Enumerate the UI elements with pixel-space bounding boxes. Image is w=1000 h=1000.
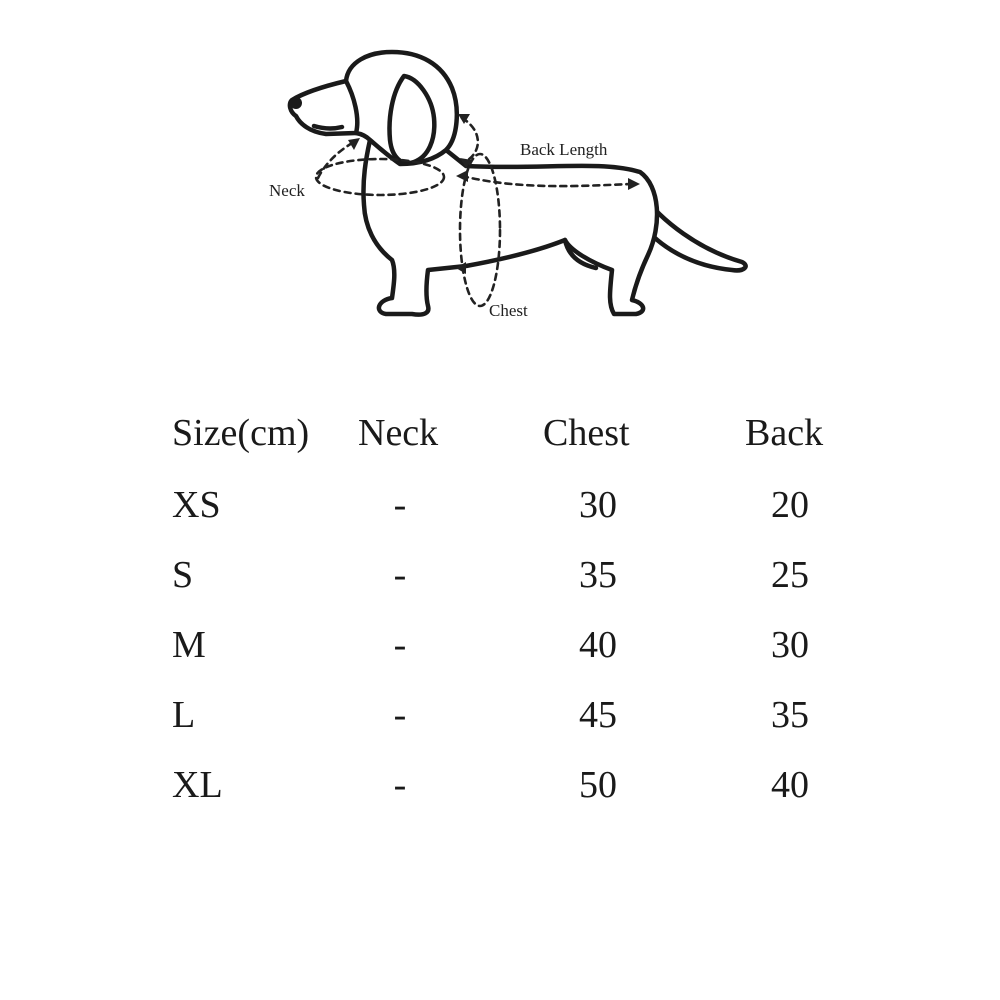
row-back: 25 <box>771 554 809 596</box>
row-size: XS <box>172 484 221 526</box>
row-neck: - <box>393 624 407 666</box>
header-neck: Neck <box>358 412 439 454</box>
row-chest: 45 <box>579 694 617 736</box>
neck-label: Neck <box>269 181 305 200</box>
header-back: Back <box>745 412 824 454</box>
row-back: 30 <box>771 624 809 666</box>
back-length-label: Back Length <box>520 140 608 159</box>
dog-measurement-diagram <box>0 0 1000 340</box>
row-chest: 50 <box>579 764 617 806</box>
row-neck: - <box>393 694 407 736</box>
row-size: M <box>172 624 206 666</box>
row-chest: 35 <box>579 554 617 596</box>
row-size: L <box>172 694 196 736</box>
header-chest: Chest <box>543 412 630 454</box>
row-size: S <box>172 554 194 596</box>
row-neck: - <box>393 554 407 596</box>
row-neck: - <box>393 484 407 526</box>
collar-measure-arc <box>462 118 478 160</box>
dog-nose <box>290 97 302 109</box>
dog-body <box>363 140 657 315</box>
row-back: 40 <box>771 764 809 806</box>
row-back: 35 <box>771 694 809 736</box>
header-size: Size(cm) <box>172 412 310 454</box>
chest-label: Chest <box>489 301 528 320</box>
row-chest: 30 <box>579 484 617 526</box>
collar-arrowhead-top <box>458 114 470 124</box>
row-neck: - <box>393 764 407 806</box>
row-chest: 40 <box>579 624 617 666</box>
row-back: 20 <box>771 484 809 526</box>
dog-mouth <box>314 126 342 128</box>
row-size: XL <box>172 764 223 806</box>
